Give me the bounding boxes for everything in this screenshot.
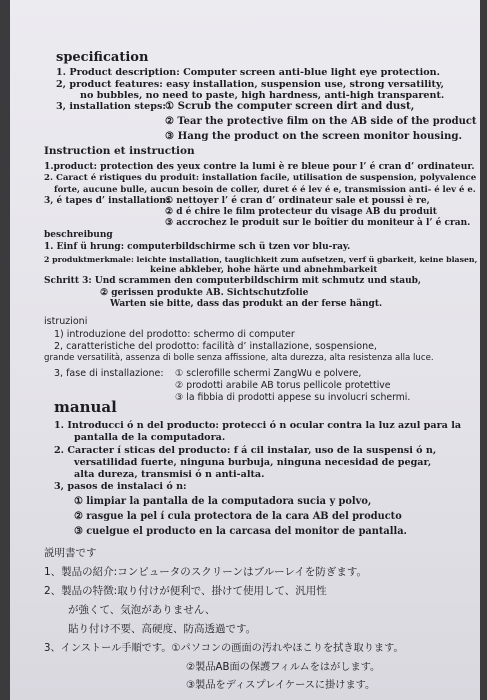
french-step-1: ① nettoyer l’ é cran d’ ordinateur sale et poussi è re, — [165, 196, 430, 206]
french-line-2: 2. Caract é ristiques du produit: installation facile, utilisation de suspension, polyvalence — [44, 173, 477, 183]
english-steps-label: 3, installation steps: — [56, 101, 166, 112]
instruction-sheet — [10, 0, 480, 700]
german-line-4: Schritt 3: Und scrammen den computerbildschirm mit schmutz und staub, — [44, 276, 422, 286]
spanish-line-3: 2. Caracter í sticas del producto: f á cil instalar, uso de la suspensi ó n, — [54, 445, 437, 456]
spanish-step-1: ① limpiar la pantalla de la computadora sucia y polvo, — [74, 496, 372, 507]
english-step-1: ① Scrub the computer screen dirt and dust, — [165, 100, 415, 112]
french-line-3: forte, aucune bulle, aucun besoin de coller, duret é é lev é e, transmission anti- é lev é e. — [54, 184, 476, 194]
english-heading: specification — [56, 50, 149, 65]
japanese-step-2: ②製品AB面の保護フィルムをはがします。 — [186, 662, 381, 673]
japanese-step-3: ③製品をディスプレイケースに掛けます。 — [186, 680, 376, 691]
german-line-3: keine abkleber, hohe härte und abnehmbarkeit — [150, 265, 378, 275]
japanese-line-1: 1、製品の紹介:コンピュータのスクリーンはブルーレイを防ぎます。 — [44, 566, 368, 578]
german-line-2: 2 produktmerkmale: leichte installation, tauglichkeit zum aufsetzen, verf ü gbarkeit, keine blasen, — [44, 255, 478, 264]
italian-step-2: ② prodotti arabile AB torus pellicole protettive — [175, 380, 391, 391]
english-step-2: ② Tear the protective film on the AB side of the product — [165, 116, 477, 127]
spanish-step-3: ③ cuelgue el producto en la carcasa del monitor de pantalla. — [74, 526, 407, 537]
french-heading: Instruction et instruction — [44, 145, 195, 157]
spanish-heading: manual — [54, 398, 117, 416]
italian-step-1: ① sclerofille schermi ZangWu e polvere, — [175, 368, 362, 379]
french-line-1: 1.product: protection des yeux contre la lumi è re bleue pour l’ é cran d’ ordinateur. — [44, 161, 475, 172]
japanese-heading: 説明書です — [44, 547, 97, 559]
german-line-5: ② gerissen produkte AB. Sichtschutzfolie — [100, 288, 309, 298]
italian-heading: istruzioni — [44, 316, 88, 327]
english-line-2: 2, product features: easy installation, suspension use, strong versatility, — [56, 79, 444, 90]
italian-steps-label: 3, fase di installazione: — [54, 368, 164, 379]
french-step-3: ③ accrochez le produit sur le boîtier du moniteur à l’ é cran. — [165, 218, 471, 228]
french-step-2: ② d é chire le film protecteur du visage AB du produit — [165, 207, 437, 217]
german-heading: beschreibung — [44, 230, 113, 240]
spanish-steps-label: 3, pasos de instalaci ó n: — [54, 481, 187, 492]
spanish-line-4: versatilidad fuerte, ninguna burbuja, ninguna necesidad de pegar, — [74, 457, 432, 468]
german-line-1: 1. Einf ü hrung: computerbildschirme sch ü tzen vor blu-ray. — [44, 242, 351, 252]
english-line-3: no bubbles, no need to paste, high hardness, anti-high transparent. — [80, 90, 445, 101]
italian-line-1: 1) introduzione del prodotto: schermo di computer — [54, 329, 295, 340]
english-step-3: ③ Hang the product on the screen monitor housing. — [165, 130, 463, 142]
spanish-line-5: alta dureza, transmisi ó n anti-alta. — [74, 469, 265, 480]
japanese-line-3: が強くて、気泡がありません、 — [68, 604, 216, 616]
spanish-step-2: ② rasgue la pel í cula protectora de la cara AB del producto — [74, 511, 402, 522]
german-line-6: Warten sie bitte, dass das produkt an der ferse hängt. — [110, 299, 383, 309]
japanese-line-5: 3、インストール手順です。①パソコンの画面の汚れやほこりを拭き取ります。 — [44, 643, 404, 654]
spanish-line-2: pantalla de la computadora. — [74, 432, 226, 443]
italian-line-3: grande versatilità, assenza di bolle senza affissione, alta durezza, alta resistenza alla luce. — [44, 353, 434, 363]
japanese-line-2: 2、製品の特徴:取り付けが便利で、掛けて使用して、汎用性 — [44, 585, 327, 597]
japanese-line-4: 貼り付け不要、高硬度、防高透過です。 — [68, 623, 257, 635]
spanish-line-1: 1. Introducci ó n del producto: protecci ó n ocular contra la luz azul para la — [54, 420, 462, 431]
italian-line-2: 2, caratteristiche del prodotto: facilità d’ installazione, sospensione, — [54, 341, 377, 352]
french-steps-label: 3, é tapes d’ installation: — [44, 196, 170, 206]
english-line-1: 1. Product description: Computer screen anti-blue light eye protection. — [56, 67, 440, 78]
italian-step-3: ③ la fibbia di prodotti appese su involucri schermi. — [175, 392, 411, 403]
